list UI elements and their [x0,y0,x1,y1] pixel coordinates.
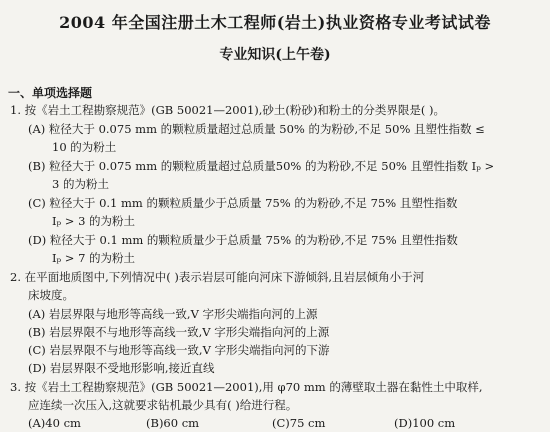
question-1-option-d: (D) 粒径大于 0.1 mm 的颗粒质量少于总质量 75% 的为粉砂,不足 75% 且塑性指数 [28,233,458,247]
question-3-option-b: (B)60 cm [146,416,200,430]
question-1-option-c: (C) 粒径大于 0.1 mm 的颗粒质量少于总质量 75% 的为粉砂,不足 75% 且塑性指数 [28,196,458,210]
question-3-stem: 3. 按《岩土工程勘察规范》(GB 50021—2001),用 φ70 mm 的薄壁取土器在黏性土中取样, [10,380,483,394]
question-2-option-d: (D) 岩层界限不受地形影响,接近直线 [28,361,215,375]
question-2-option-b: (B) 岩层界限不与地形等高线一致,V 字形尖端指向河的上源 [28,325,330,339]
question-1-option-a-cont: 10 的为粉土 [52,140,117,154]
section-heading: 一、单项选择题 [8,86,93,100]
exam-title: 2004 年全国注册土木工程师(岩土)执业资格专业考试试卷 [59,13,491,32]
question-3-option-a: (A)40 cm [28,416,81,430]
question-1-option-b-cont: 3 的为粉土 [52,177,109,191]
question-1-option-c-cont: Iₚ > 3 的为粉土 [52,214,136,228]
question-3-option-c: (C)75 cm [272,416,326,430]
question-1-option-d-cont: Iₚ > 7 的为粉土 [52,251,136,265]
question-2-stem: 2. 在平面地质图中,下列情况中( )表示岩层可能向河床下游倾斜,且岩层倾角小于河 [10,270,425,284]
exam-subtitle: 专业知识(上午卷) [219,47,331,63]
question-2-option-c: (C) 岩层界限不与地形等高线一致,V 字形尖端指向河的下游 [28,343,330,357]
question-2-stem-cont: 床坡度。 [28,288,74,302]
question-1-option-b: (B) 粒径大于 0.075 mm 的颗粒质量超过总质量50% 的为粉砂,不足 50% 且塑性指数 Iₚ > [28,159,495,173]
question-3-stem-cont: 应连续一次压入,这就要求钻机最少具有( )给进行程。 [28,398,298,412]
question-1-stem: 1. 按《岩土工程勘察规范》(GB 50021—2001),砂土(粉砂)和粉土的分类界限是( )。 [10,103,445,117]
question-2-option-a: (A) 岩层界限与地形等高线一致,V 字形尖端指向河的上源 [28,307,318,321]
question-1-option-a: (A) 粒径大于 0.075 mm 的颗粒质量超过总质量 50% 的为粉砂,不足 50% 且塑性指数 ≤ [28,122,485,136]
question-3-option-d: (D)100 cm [394,416,456,430]
